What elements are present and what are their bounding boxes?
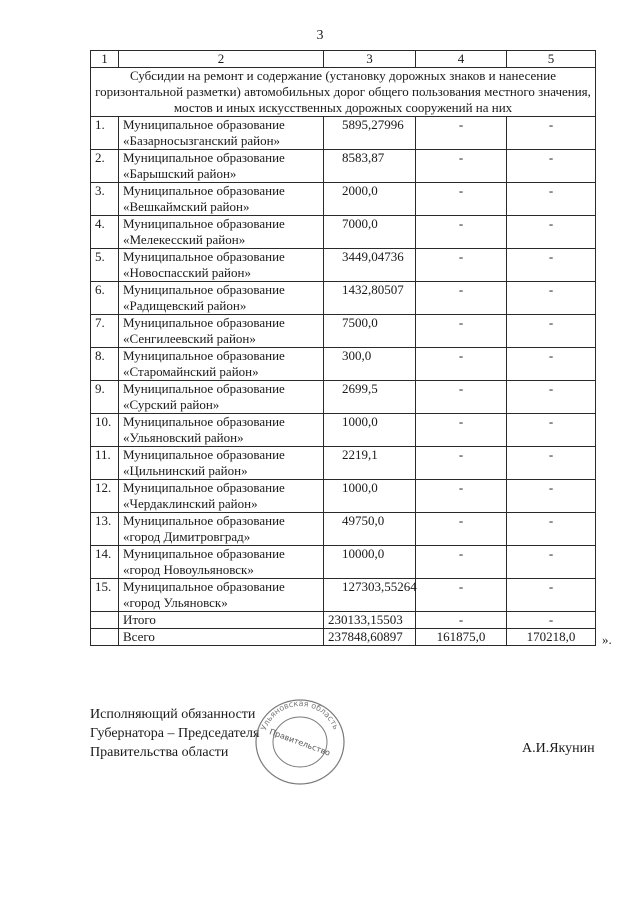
table-row — [91, 216, 596, 249]
amount-col4: - — [416, 381, 507, 414]
itogo-v5: - — [507, 612, 596, 629]
amount-col4: - — [416, 282, 507, 315]
amount-col5: - — [507, 117, 596, 150]
table-row — [91, 315, 596, 348]
amount-col4: - — [416, 117, 507, 150]
amount-col5: - — [507, 150, 596, 183]
row-number: 13. — [91, 513, 119, 546]
row-number: 1. — [91, 117, 119, 150]
amount-col5: - — [507, 348, 596, 381]
municipality-name — [119, 513, 324, 546]
amount-col4: - — [416, 513, 507, 546]
row-number: 14. — [91, 546, 119, 579]
municipality-type: Муниципальное образование — [123, 414, 285, 429]
signature-line-3: Правительства области — [90, 745, 229, 760]
municipality-name — [119, 249, 324, 282]
municipality-name — [119, 315, 324, 348]
amount-col4: - — [416, 315, 507, 348]
amount-col3: 8583,87 — [324, 150, 416, 183]
table-row — [91, 381, 596, 414]
official-seal-icon — [250, 697, 350, 787]
table-row — [91, 150, 596, 183]
municipality-type: Муниципальное образование — [123, 579, 285, 594]
municipality-name — [119, 579, 324, 612]
amount-col5: - — [507, 480, 596, 513]
signature-block — [90, 705, 259, 762]
amount-col4: - — [416, 216, 507, 249]
amount-col4: - — [416, 546, 507, 579]
signature-line-2: Губернатора – Председателя — [90, 726, 260, 741]
amount-col3: 1432,80507 — [324, 282, 416, 315]
municipality-type: Муниципальное образование — [123, 315, 285, 330]
itogo-label: Итого — [119, 612, 324, 629]
municipality-type: Муниципальное образование — [123, 183, 285, 198]
amount-col3: 300,0 — [324, 348, 416, 381]
signatory-name: А.И.Якунин — [522, 741, 595, 756]
amount-col5: - — [507, 282, 596, 315]
municipality-title: «Сенгилеевский район» — [123, 331, 256, 346]
amount-col5: - — [507, 216, 596, 249]
table-row — [91, 414, 596, 447]
col-5-header: 5 — [507, 51, 596, 68]
amount-col3: 49750,0 — [324, 513, 416, 546]
amount-col5: - — [507, 546, 596, 579]
municipality-title: «Вешкаймский район» — [123, 199, 250, 214]
amount-col3: 3449,04736 — [324, 249, 416, 282]
signature-line-1: Исполняющий обязанности — [90, 707, 256, 722]
municipality-name — [119, 480, 324, 513]
municipality-name — [119, 150, 324, 183]
amount-col3: 2219,1 — [324, 447, 416, 480]
col-4-header: 4 — [416, 51, 507, 68]
section-row — [91, 68, 596, 117]
row-number: 5. — [91, 249, 119, 282]
row-number: 2. — [91, 150, 119, 183]
amount-col4: - — [416, 447, 507, 480]
amount-col3: 7500,0 — [324, 315, 416, 348]
municipality-title: «Ульяновский район» — [123, 430, 244, 445]
amount-col4: - — [416, 183, 507, 216]
municipality-title: «Старомайнский район» — [123, 364, 259, 379]
table-row — [91, 513, 596, 546]
table-row — [91, 117, 596, 150]
municipality-type: Муниципальное образование — [123, 513, 285, 528]
municipality-name — [119, 183, 324, 216]
row-number: 8. — [91, 348, 119, 381]
amount-col4: - — [416, 480, 507, 513]
municipality-title: «Радищевский район» — [123, 298, 247, 313]
vsego-row — [91, 629, 596, 646]
itogo-row — [91, 612, 596, 629]
vsego-v3: 237848,60897 — [324, 629, 416, 646]
municipality-type: Муниципальное образование — [123, 381, 285, 396]
table-row — [91, 183, 596, 216]
amount-col4: - — [416, 249, 507, 282]
municipality-type: Муниципальное образование — [123, 150, 285, 165]
municipality-type: Муниципальное образование — [123, 249, 285, 264]
closing-quote: ». — [602, 632, 612, 647]
col-3-header: 3 — [324, 51, 416, 68]
amount-col4: - — [416, 150, 507, 183]
itogo-v4: - — [416, 612, 507, 629]
amount-col5: - — [507, 447, 596, 480]
municipality-title: «Новоспасский район» — [123, 265, 251, 280]
municipality-name — [119, 546, 324, 579]
municipality-name — [119, 282, 324, 315]
municipality-title: «Барышский район» — [123, 166, 237, 181]
table-row — [91, 546, 596, 579]
amount-col3: 127303,55264 — [324, 579, 416, 612]
vsego-label: Всего — [119, 629, 324, 646]
row-number: 15. — [91, 579, 119, 612]
table-row — [91, 579, 596, 612]
amount-col4: - — [416, 414, 507, 447]
municipality-name — [119, 447, 324, 480]
amount-col5: - — [507, 249, 596, 282]
municipality-name — [119, 216, 324, 249]
col-2-header: 2 — [119, 51, 324, 68]
row-number: 6. — [91, 282, 119, 315]
municipality-name — [119, 348, 324, 381]
itogo-v3: 230133,15503 — [324, 612, 416, 629]
section-title: Субсидии на ремонт и содержание (установку дорожных знаков и нанесение горизонтальной разметки) автомобильных дорог общего пользования местного значения, мостов и иных искусственных дорожных сооружений на них — [91, 68, 596, 117]
municipality-title: «город Димитровград» — [123, 529, 251, 544]
municipality-name — [119, 117, 324, 150]
page-number: 3 — [316, 28, 324, 43]
municipality-type: Муниципальное образование — [123, 447, 285, 462]
seal-center-text: Правительство — [268, 727, 332, 758]
vsego-v5: 170218,0 — [507, 629, 596, 646]
data-rows — [91, 117, 596, 612]
column-number-row — [91, 51, 596, 68]
table-row — [91, 480, 596, 513]
amount-col3: 2000,0 — [324, 183, 416, 216]
municipality-title: «Базарносызганский район» — [123, 133, 281, 148]
amount-col4: - — [416, 579, 507, 612]
municipality-type: Муниципальное образование — [123, 348, 285, 363]
row-number: 3. — [91, 183, 119, 216]
amount-col5: - — [507, 183, 596, 216]
row-number: 12. — [91, 480, 119, 513]
municipality-type: Муниципальное образование — [123, 546, 285, 561]
seal-ring-text: Ульяновская область — [259, 698, 341, 732]
municipality-title: «Цильнинский район» — [123, 463, 248, 478]
table-row — [91, 447, 596, 480]
row-number: 10. — [91, 414, 119, 447]
table-row — [91, 348, 596, 381]
amount-col5: - — [507, 381, 596, 414]
row-number: 7. — [91, 315, 119, 348]
subsidy-table — [90, 50, 596, 646]
amount-col3: 1000,0 — [324, 414, 416, 447]
municipality-type: Муниципальное образование — [123, 282, 285, 297]
amount-col3: 1000,0 — [324, 480, 416, 513]
municipality-title: «Мелекесский район» — [123, 232, 246, 247]
vsego-v4: 161875,0 — [416, 629, 507, 646]
row-number: 11. — [91, 447, 119, 480]
col-1-header: 1 — [91, 51, 119, 68]
municipality-title: «Чердаклинский район» — [123, 496, 258, 511]
municipality-title: «Сурский район» — [123, 397, 220, 412]
municipality-title: «город Ульяновск» — [123, 595, 228, 610]
amount-col3: 2699,5 — [324, 381, 416, 414]
amount-col3: 7000,0 — [324, 216, 416, 249]
row-number: 9. — [91, 381, 119, 414]
amount-col3: 5895,27996 — [324, 117, 416, 150]
municipality-name — [119, 414, 324, 447]
municipality-type: Муниципальное образование — [123, 216, 285, 231]
amount-col4: - — [416, 348, 507, 381]
municipality-title: «город Новоульяновск» — [123, 562, 254, 577]
amount-col5: - — [507, 579, 596, 612]
amount-col5: - — [507, 414, 596, 447]
row-number: 4. — [91, 216, 119, 249]
amount-col5: - — [507, 315, 596, 348]
municipality-type: Муниципальное образование — [123, 480, 285, 495]
amount-col5: - — [507, 513, 596, 546]
table-row — [91, 249, 596, 282]
municipality-type: Муниципальное образование — [123, 117, 285, 132]
table-row — [91, 282, 596, 315]
amount-col3: 10000,0 — [324, 546, 416, 579]
municipality-name — [119, 381, 324, 414]
